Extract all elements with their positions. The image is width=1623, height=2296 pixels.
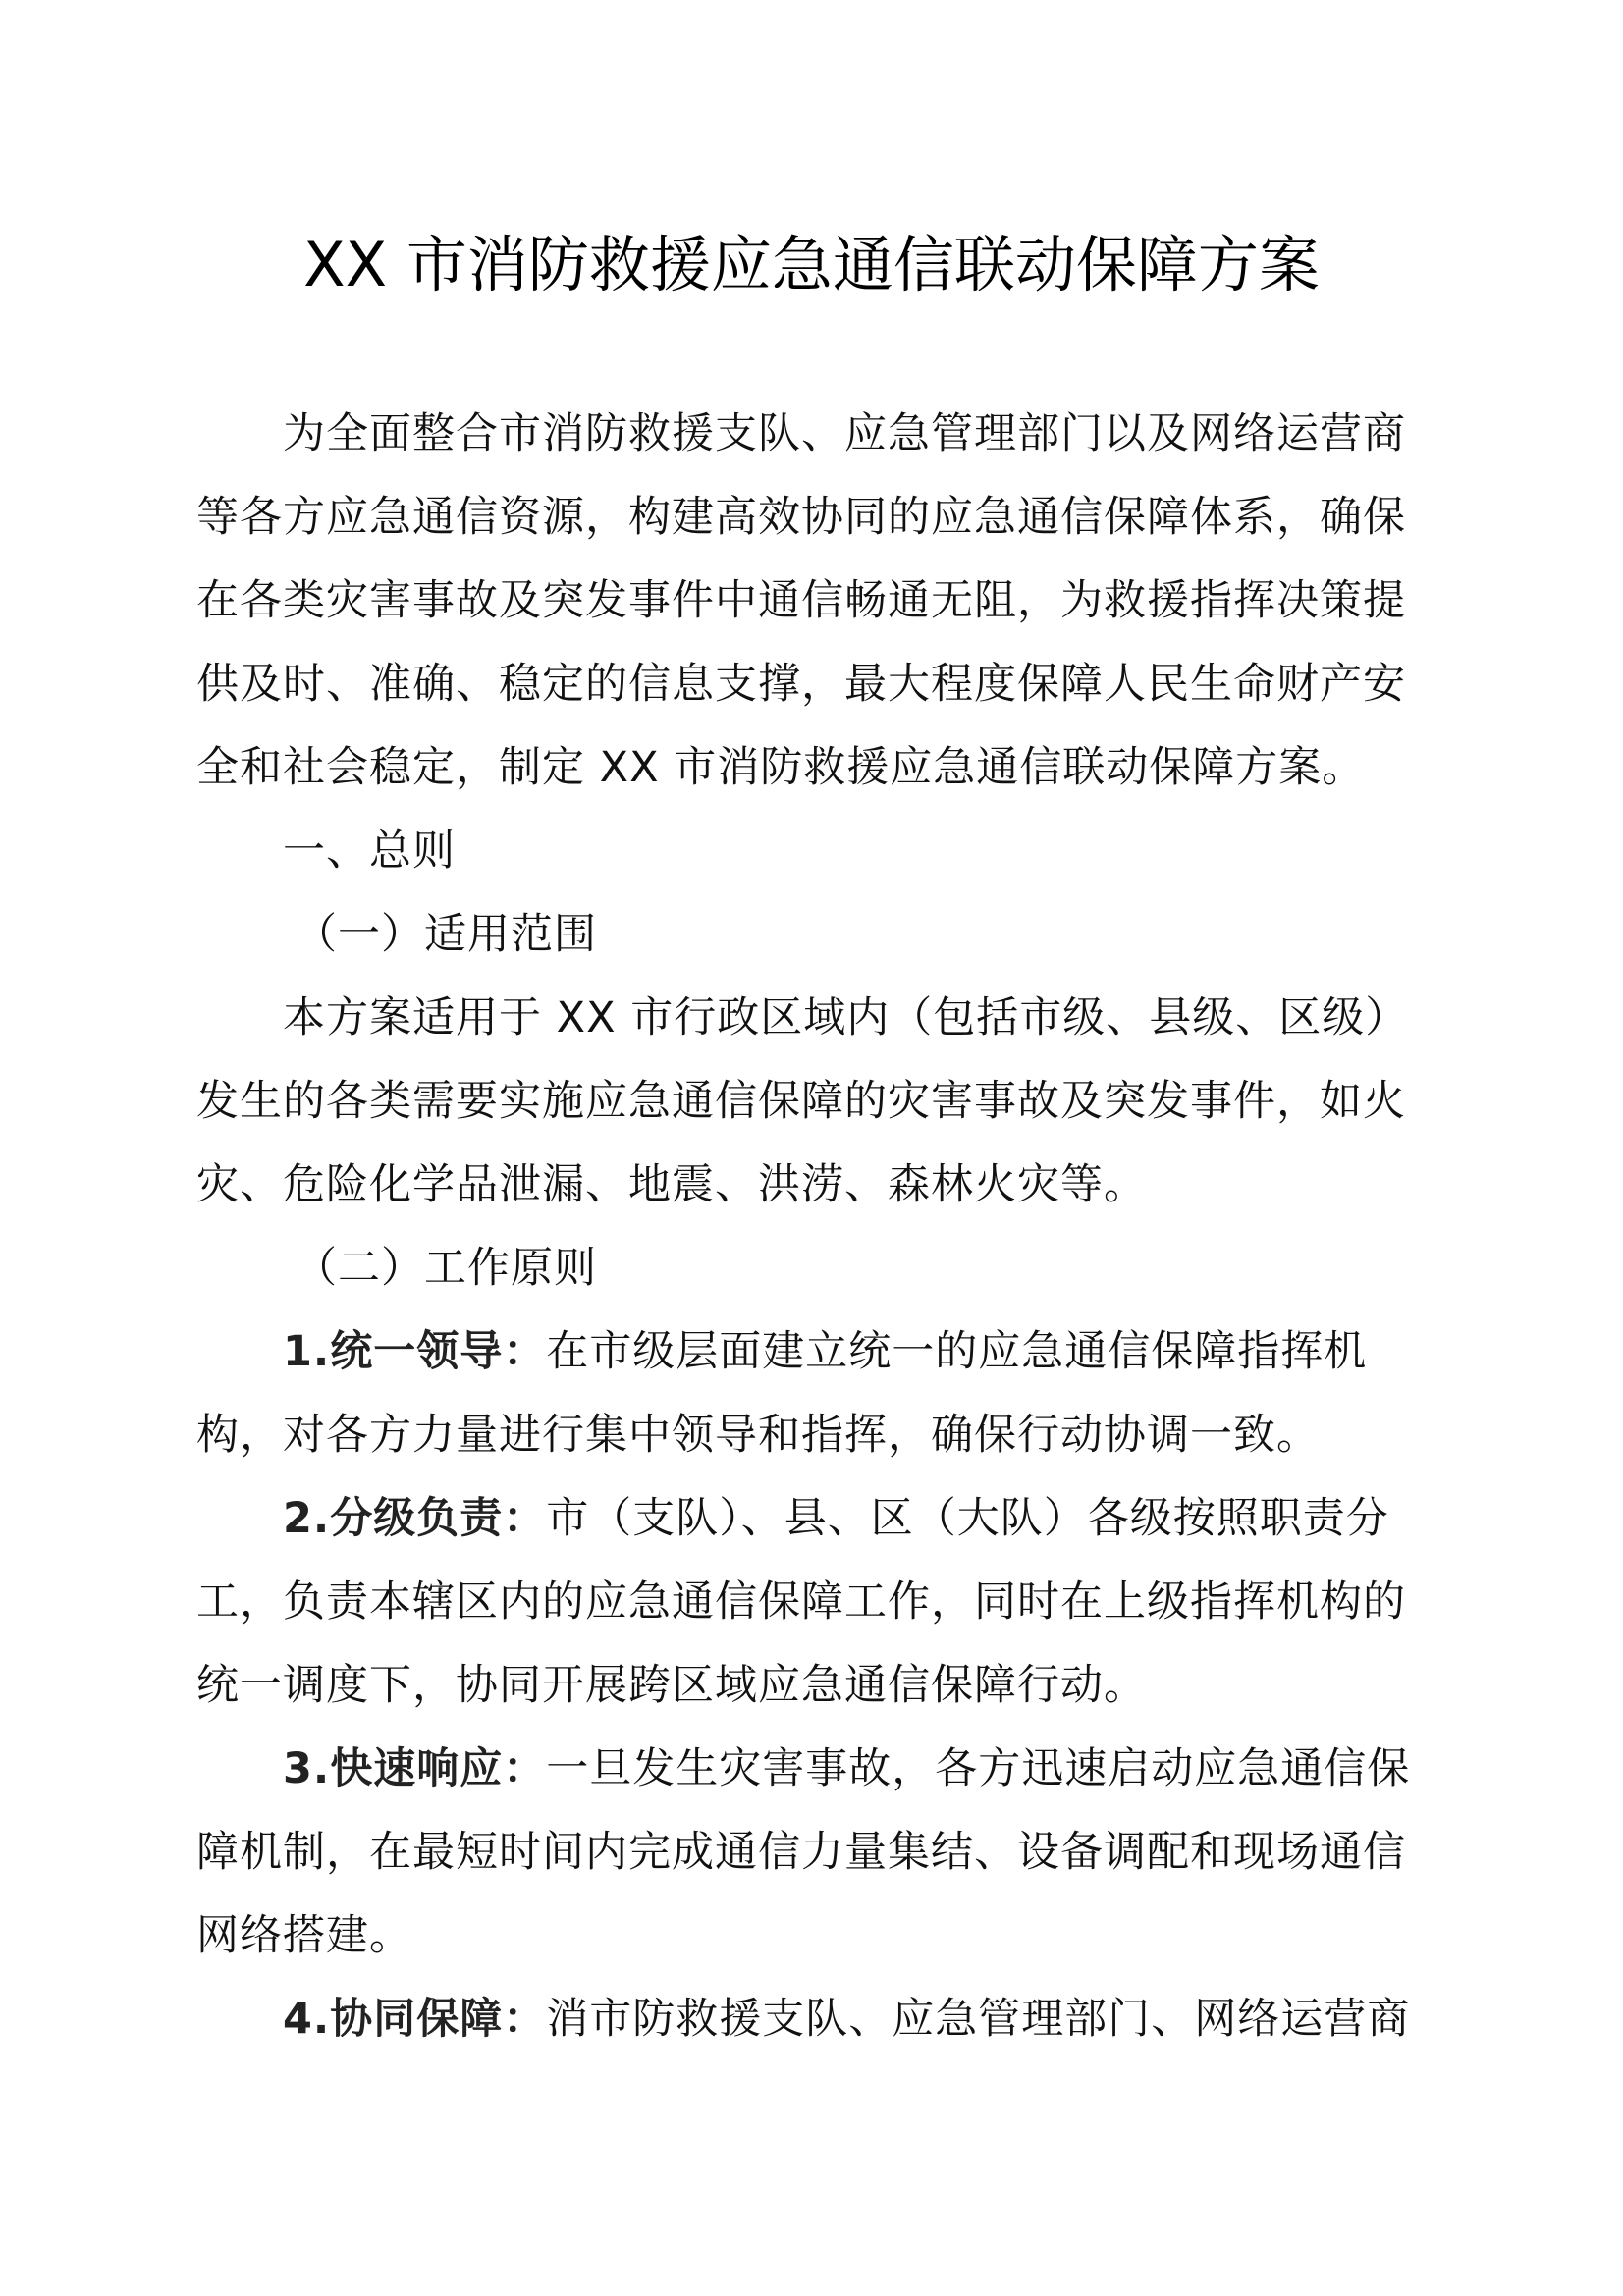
- line-text: 灾、危险化学品泄漏、地震、洪涝、森林火灾等。: [196, 1160, 1147, 1209]
- text-line: [196, 1227, 1434, 1310]
- text-line: [196, 1561, 1434, 1644]
- text-line: [196, 1811, 1434, 1895]
- line-text: （二）工作原则: [295, 1244, 597, 1293]
- text-line: [196, 393, 1434, 476]
- line-text: 网络搭建。: [196, 1911, 412, 1960]
- text-line: [196, 810, 1434, 893]
- text-line: [196, 1728, 1434, 1811]
- line-text: 等各方应急通信资源，构建高效协同的应急通信保障体系，确保: [196, 493, 1406, 542]
- line-text: 全和社会稳定，制定 XX 市消防救援应急通信联动保障方案。: [196, 743, 1366, 792]
- text-line: [196, 1144, 1434, 1227]
- text-line: [196, 1895, 1434, 1978]
- text-line: [196, 1310, 1434, 1394]
- line-text: 一旦发生灾害事故，各方迅速启动应急通信保: [546, 1744, 1411, 1793]
- line-text: 消市防救援支队、应急管理部门、网络运营商: [546, 1995, 1411, 2044]
- text-line: [196, 476, 1434, 560]
- text-line: [196, 893, 1434, 977]
- principle-heading: 3.快速响应：: [283, 1744, 547, 1793]
- line-text: 构，对各方力量进行集中领导和指挥，确保行动协调一致。: [196, 1411, 1320, 1460]
- text-line: [196, 1644, 1434, 1728]
- text-line: [196, 643, 1434, 726]
- line-text: 在市级层面建立统一的应急通信保障指挥机: [546, 1327, 1368, 1376]
- line-text: 本方案适用于 XX 市行政区域内（包括市级、县级、区级）: [283, 993, 1409, 1042]
- line-text: 市（支队）、县、区（大队）各级按照职责分: [546, 1494, 1389, 1543]
- line-text: 工，负责本辖区内的应急通信保障工作，同时在上级指挥机构的: [196, 1577, 1406, 1627]
- line-text: 统一调度下，协同开展跨区域应急通信保障行动。: [196, 1661, 1147, 1710]
- line-text: 一、总则: [283, 827, 456, 876]
- document-title: XX 市消防救援应急通信联动保障方案: [303, 229, 1320, 300]
- text-line: [196, 977, 1434, 1060]
- line-text: 障机制，在最短时间内完成通信力量集结、设备调配和现场通信: [196, 1828, 1406, 1877]
- text-line: [196, 1394, 1434, 1477]
- text-line: [196, 1060, 1434, 1144]
- principle-heading: 4.协同保障：: [283, 1995, 547, 2044]
- text-line: [196, 1978, 1434, 2061]
- line-text: 供及时、准确、稳定的信息支撑，最大程度保障人民生命财产安: [196, 660, 1406, 709]
- line-text: 为全面整合市消防救援支队、应急管理部门以及网络运营商: [283, 409, 1406, 458]
- principle-heading: 1.统一领导：: [283, 1327, 547, 1376]
- line-text: 在各类灾害事故及突发事件中通信畅通无阻，为救援指挥决策提: [196, 576, 1406, 625]
- line-text: 发生的各类需要实施应急通信保障的灾害事故及突发事件，如火: [196, 1077, 1406, 1126]
- text-line: [196, 726, 1434, 810]
- text-line: [196, 560, 1434, 643]
- principle-heading: 2.分级负责：: [283, 1494, 547, 1543]
- document-body: [196, 393, 1434, 2061]
- line-text: （一）适用范围: [295, 910, 597, 959]
- text-line: [196, 1477, 1434, 1561]
